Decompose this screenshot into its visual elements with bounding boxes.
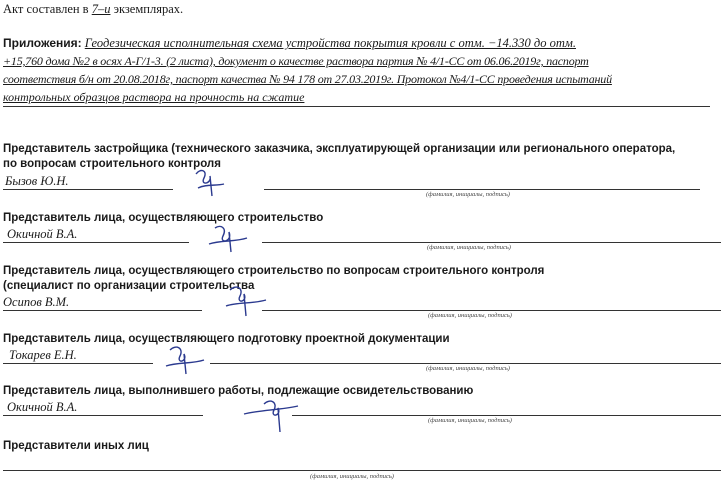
rep6-signature-line bbox=[3, 470, 721, 471]
rep5-signature-icon bbox=[240, 396, 300, 436]
rep3-heading-2: (специалист по организации строительства bbox=[3, 280, 255, 292]
rep2-signature-line bbox=[262, 242, 721, 243]
rep1-signature-line bbox=[264, 189, 700, 190]
rep6-heading: Представители иных лиц bbox=[3, 440, 149, 452]
rep4-caption: (фамилия, инициалы, подпись) bbox=[426, 365, 510, 372]
rep3-signature-icon bbox=[222, 282, 268, 320]
act-prefix: Акт составлен в bbox=[3, 2, 89, 16]
act-suffix: экземплярах. bbox=[113, 2, 184, 16]
rep5-name: Окичной В.А. bbox=[7, 400, 78, 414]
rep4-signature-icon bbox=[162, 342, 206, 378]
rep2-heading: Представитель лица, осуществляющего строительство bbox=[3, 212, 324, 224]
rep5-caption: (фамилия, инициалы, подпись) bbox=[428, 417, 512, 424]
rep6-caption: (фамилия, инициалы, подпись) bbox=[310, 473, 394, 480]
rep1-heading-1: Представитель застройщика (технического заказчика, эксплуатирующей организации или регионального оператора, bbox=[3, 143, 676, 155]
act-copies-count: 7–и bbox=[91, 2, 111, 16]
appendix-text-3: соответствия б/н от 20.08.2018г, паспорт качества № 94 178 от 27.03.2019г. Протокол №4/1-СС проведения испытаний bbox=[3, 72, 612, 86]
rep5-heading: Представитель лица, выполнившего работы, подлежащие освидетельствованию bbox=[3, 385, 474, 397]
appendix-text-2: +15,760 дома №2 в осях А-Г/1-3. (2 листа), документ о качестве раствора партия № 4/1-СС от 06.06.2019г, паспорт bbox=[3, 54, 589, 68]
rep1-heading-2: по вопросам строительного контроля bbox=[3, 158, 221, 170]
rep4-signature-line bbox=[210, 363, 721, 364]
appendix-text-1: Геодезическая исполнительная схема устройства покрытия кровли с отм. −14.330 до отм. bbox=[84, 36, 576, 50]
rep3-name: Осипов В.М. bbox=[3, 295, 70, 309]
rep3-heading-1: Представитель лица, осуществляющего строительство по вопросам строительного контроля bbox=[3, 265, 545, 277]
rep3-signature-line bbox=[262, 310, 721, 311]
act-copies-line bbox=[3, 2, 183, 17]
rep4-name-line bbox=[3, 363, 153, 364]
rep2-signature-icon bbox=[205, 222, 249, 256]
rep4-heading: Представитель лица, осуществляющего подготовку проектной документации bbox=[3, 333, 450, 345]
rep1-signature-icon bbox=[190, 166, 230, 200]
rep2-name: Окичной В.А. bbox=[7, 227, 78, 241]
rep3-name-line bbox=[3, 310, 202, 311]
appendix-block bbox=[3, 34, 721, 106]
rep2-caption: (фамилия, инициалы, подпись) bbox=[427, 244, 511, 251]
rep4-name: Токарев Е.Н. bbox=[9, 348, 77, 362]
rep5-name-line bbox=[3, 415, 203, 416]
rep3-caption: (фамилия, инициалы, подпись) bbox=[428, 312, 512, 319]
appendix-text-4: контрольных образцов раствора на прочность на сжатие bbox=[3, 90, 305, 104]
appendix-label: Приложения: bbox=[3, 36, 82, 50]
rep1-caption: (фамилия, инициалы, подпись) bbox=[426, 191, 510, 198]
rep1-name: Бызов Ю.Н. bbox=[5, 174, 69, 188]
rep2-name-line bbox=[3, 242, 189, 243]
appendix-line-1 bbox=[3, 34, 721, 52]
rep5-signature-line bbox=[292, 415, 721, 416]
rep1-name-line bbox=[3, 189, 173, 190]
appendix-underline bbox=[3, 106, 710, 107]
